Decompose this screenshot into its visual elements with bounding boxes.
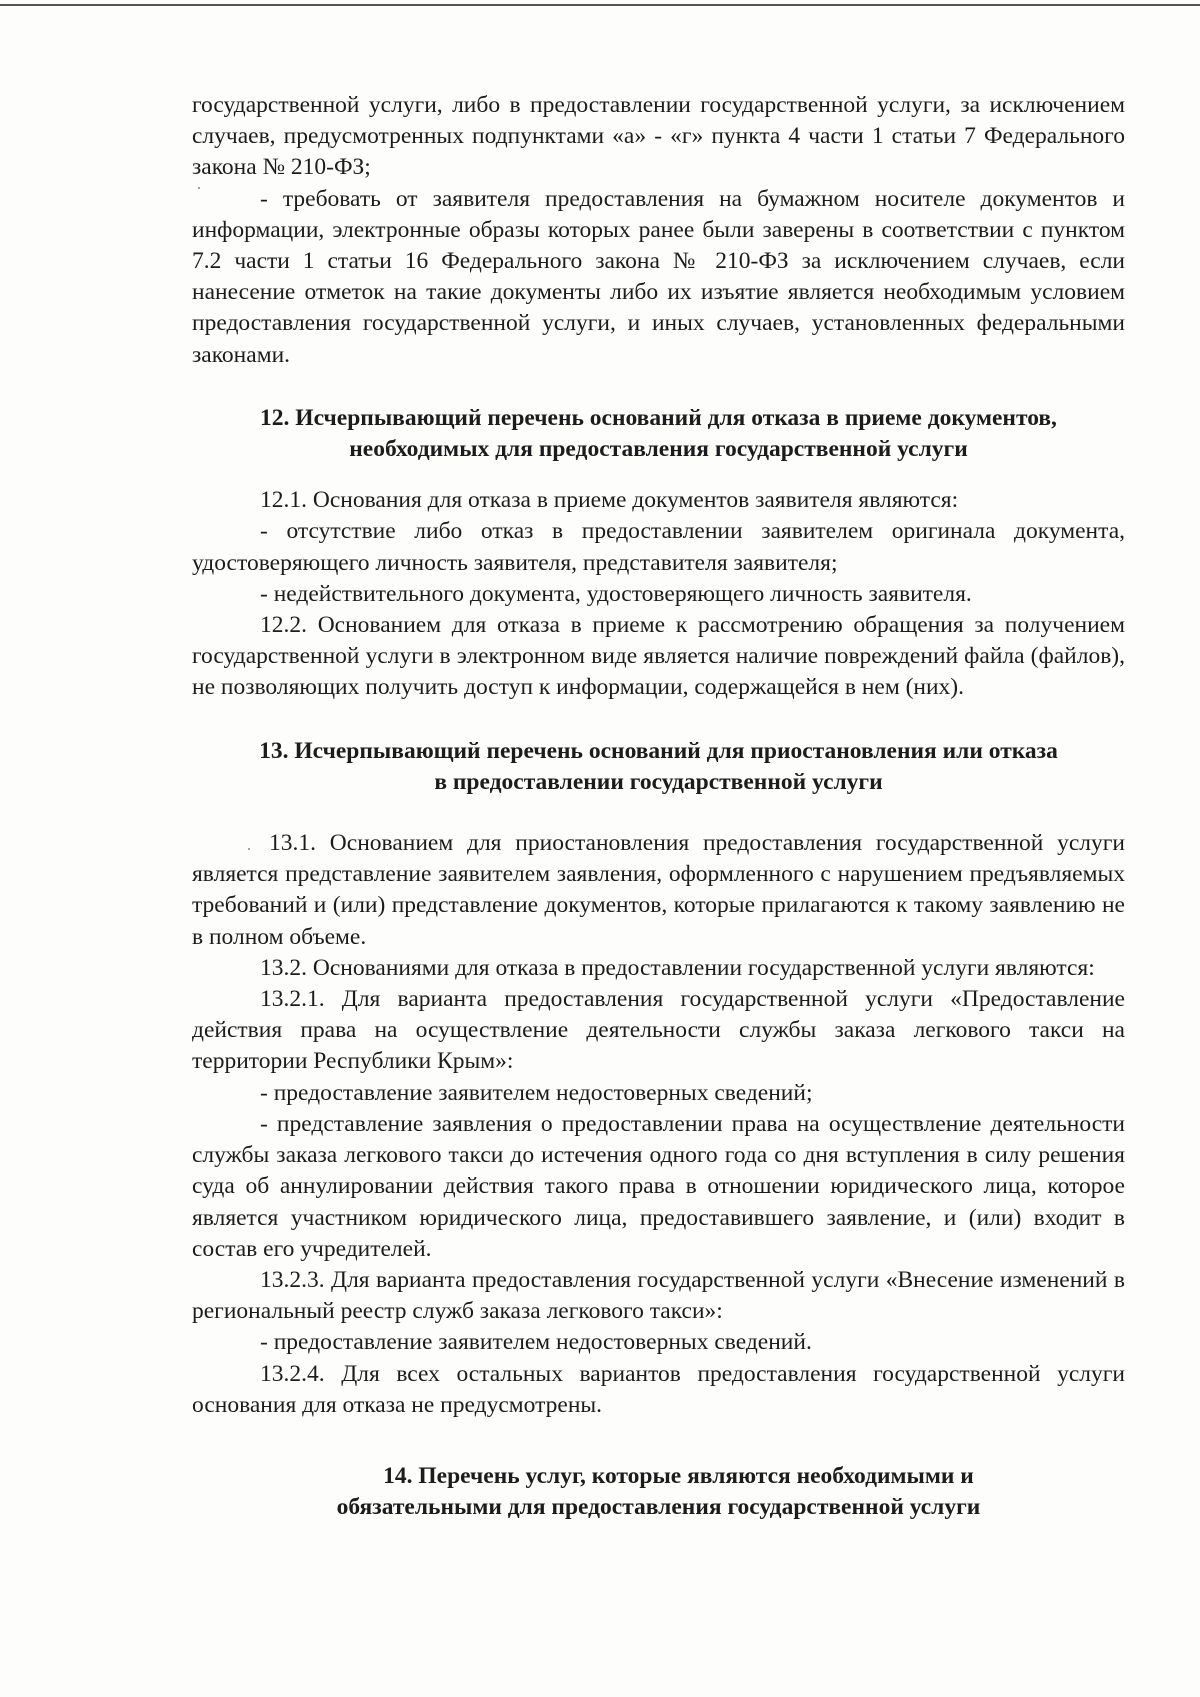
paragraph-13-2-3-item-1: - предоставление заявителем недостоверных сведений. — [260, 1329, 812, 1356]
section-12-heading — [192, 403, 1125, 465]
section-12-body — [192, 485, 1125, 703]
paragraph-12-1: 12.1. Основания для отказа в приеме документов заявителя являются: — [260, 487, 959, 514]
section-12-heading-line-2: необходимых для предоставления государственной услуги — [349, 436, 968, 463]
section-13-heading-line-1: 13. Исчерпывающий перечень оснований для приостановления или отказа — [259, 737, 1058, 764]
section-14-heading-line-2: обязательными для предоставления государственной услуги — [336, 1494, 981, 1521]
section-14-heading — [192, 1461, 1125, 1523]
scan-top-edge — [0, 4, 1200, 6]
paragraph-13-2: 13.2. Основаниями для отказа в предоставлении государственной услуги являются: — [260, 954, 1095, 981]
paragraph-13-2-1-item-2: - представление заявления о предоставлении права на осуществление деятельности службы заказа легкового такси до истечения одного года со дня вступления в силу решения суда об аннулировании действия такого права в отношении юридического лица, которое является участником юридического лица, предоставившего заявление, и (или) входит в состав его учредителей. — [192, 1110, 1125, 1262]
section-13-heading-line-2: в предоставлении государственной услуги — [434, 768, 883, 795]
continuation-paragraph-2: - требовать от заявителя предоставления на бумажном носителе документов и информации, электронные образы которых ранее были заверены в соответствии с пунктом 7.2 части 1 статьи 16 Федерального закона № 210-ФЗ за исключением случаев, если нанесение отметок на такие документы либо их изъятие является необходимым условием предоставления государственной услуги, и иных случаев, установленных федеральными законами. — [192, 185, 1125, 368]
paragraph-12-2: 12.2. Основанием для отказа в приеме к рассмотрению обращения за получением государственной услуги в электронном виде является наличие повреждений файла (файлов), не позволяющих получить доступ к информации, содержащейся в нем (них). — [192, 612, 1125, 701]
paragraph-12-1-item-2: - недействительного документа, удостоверяющего личность заявителя. — [260, 580, 972, 607]
paragraph-13-2-1-item-1: - предоставление заявителем недостоверных сведений; — [260, 1079, 813, 1106]
section-13-heading — [192, 736, 1125, 798]
continuation-paragraph-1: государственной услуги, либо в предоставлении государственной услуги, за исключением случаев, предусмотренных подпунктами «а» - «г» пункта 4 части 1 статьи 7 Федерального закона № 210-ФЗ; — [192, 92, 1125, 181]
section-14-heading-line-1: 14. Перечень услуг, которые являются необходимыми и — [383, 1462, 974, 1489]
document-body — [192, 90, 1125, 1523]
section-12-heading-line-1: 12. Исчерпывающий перечень оснований для отказа в приеме документов, — [260, 404, 1057, 431]
paragraph-13-2-1: 13.2.1. Для варианта предоставления государственной услуги «Предоставление действия права на осуществление деятельности службы заказа легкового такси на территории Республики Крым»: — [192, 986, 1125, 1075]
paragraph-13-2-3: 13.2.3. Для варианта предоставления государственной услуги «Внесение изменений в региональный реестр служб заказа легкового такси»: — [192, 1266, 1125, 1325]
paragraph-13-2-4: 13.2.4. Для всех остальных вариантов предоставления государственной услуги основания для отказа не предусмотрены. — [192, 1360, 1125, 1418]
section-13-body — [192, 828, 1125, 1421]
paragraph-13-1: 13.1. Основанием для приостановления предоставления государственной услуги является представление заявителем заявления, оформленного с нарушением предъявляемых требований и (или) представление документов, которые прилагаются к такому заявлению не в полном объеме. — [192, 830, 1125, 950]
paragraph-12-1-item-1: - отсутствие либо отказ в предоставлении заявителем оригинала документа, удостоверяющего личность заявителя, представителя заявителя; — [192, 518, 1125, 576]
